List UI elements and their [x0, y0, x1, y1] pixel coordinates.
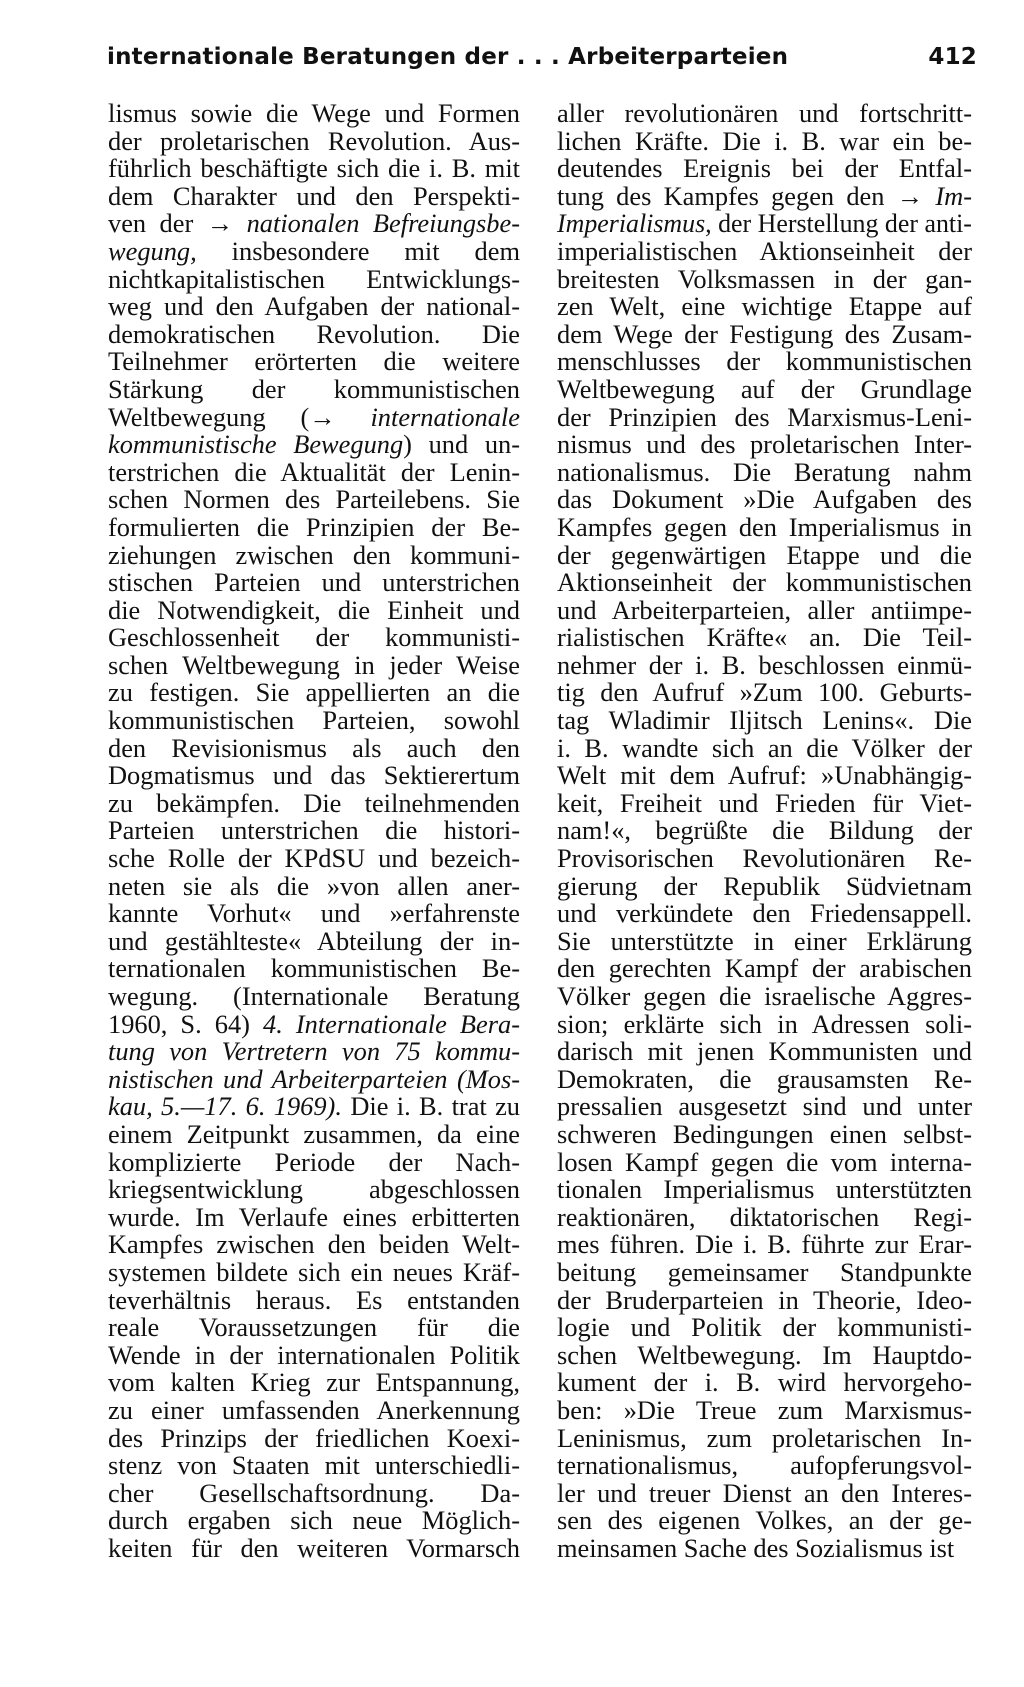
text-line	[108, 1063, 520, 1094]
text-line: formulierten die Prinzipien der Be-	[108, 511, 520, 542]
text-line: aller revolutionären und fortschritt-	[557, 98, 972, 128]
text-line: neten sie als die »von allen aner-	[108, 870, 520, 901]
text-line: menschlusses der kommunistischen	[557, 346, 972, 377]
section-heading: 4. Internationale Bera-	[263, 1008, 520, 1039]
text-line: i. B. wandte sich an die Völker der	[557, 732, 972, 763]
text-line: Kampfes gegen den Imperialismus in	[557, 511, 972, 542]
text-line: gierung der Republik Südvietnam	[557, 870, 972, 901]
text-line: zu bekämpfen. Die teilnehmenden	[108, 787, 520, 818]
text-line: nismus und des proletarischen Inter-	[557, 429, 972, 460]
text-run: tung des Kampfes gegen den	[557, 180, 885, 211]
text-run: der Herstellung der anti-	[718, 208, 972, 239]
text-line: beitung gemeinsamer Standpunkte	[557, 1256, 972, 1287]
text-line: nehmer der i. B. beschlossen einmü-	[557, 649, 972, 680]
left-column	[108, 100, 520, 1562]
text-line: sion; erklärte sich in Adressen soli-	[557, 1008, 972, 1039]
text-line: zu einer umfassenden Anerkennung	[108, 1394, 520, 1425]
text-line: darisch mit jenen Kommunisten und	[557, 1036, 972, 1067]
text-line	[108, 235, 520, 266]
text-line: wegung. (Internationale Beratung	[108, 981, 520, 1011]
text-line: weg und den Aufgaben der national-	[108, 291, 520, 322]
text-line	[557, 208, 972, 239]
text-line: Aktionseinheit der kommunistischen	[557, 567, 972, 598]
text-line: stenz von Staaten mit unterschiedli-	[108, 1450, 520, 1481]
cross-reference: nationalen Befreiungsbe-	[246, 208, 520, 239]
text-line: Teilnehmer erörterten die weitere	[108, 346, 520, 377]
text-line: ler und treuer Dienst an den Interes-	[557, 1477, 972, 1508]
text-line: cher Gesellschaftsordnung. Da-	[108, 1477, 520, 1508]
text-line: und verkündete den Friedensappell.	[557, 898, 972, 929]
text-line: rialistischen Kräfte« an. Die Teil-	[557, 622, 972, 653]
text-line: ziehungen zwischen den kommuni-	[108, 539, 520, 570]
text-line: der Prinzipien des Marxismus-Leni-	[557, 401, 972, 432]
text-line: imperialistischen Aktionseinheit der	[557, 235, 972, 266]
text-line: Kampfes zwischen den beiden Welt-	[108, 1229, 520, 1260]
text-line: meinsamen Sache des Sozialismus ist	[557, 1532, 955, 1563]
text-line: des Prinzips der friedlichen Koexi-	[108, 1422, 520, 1453]
cross-reference-arrow: →	[896, 180, 924, 211]
section-heading: nistischen und Arbeiterparteien (Mos-	[108, 1063, 520, 1094]
text-run: Die i. B. trat zu	[350, 1091, 521, 1122]
text-line: Leninismus, zum proletarischen In-	[557, 1422, 972, 1453]
text-line: der proletarischen Revolution. Aus-	[108, 125, 520, 156]
text-line: Parteien unterstrichen die histori-	[108, 815, 520, 846]
text-line: tig den Aufruf »Zum 100. Geburts-	[557, 677, 972, 708]
text-line: mes führen. Die i. B. führte zur Erar-	[557, 1229, 972, 1260]
text-line: Völker gegen die israelische Aggres-	[557, 981, 972, 1011]
text-line: der gegenwärtigen Etappe und die	[557, 539, 972, 570]
text-line: nationalismus. Die Beratung nahm	[557, 456, 972, 487]
text-line: zen Welt, eine wichtige Etappe auf	[557, 291, 972, 322]
text-run: insbesondere mit dem	[231, 235, 520, 266]
section-heading: kau, 5.—17. 6. 1969).	[108, 1091, 342, 1122]
text-line: terstrichen die Aktualität der Lenin-	[108, 456, 520, 487]
text-line: führlich beschäftigte sich die i. B. mit	[108, 153, 520, 184]
text-line: durch ergaben sich neue Möglich-	[108, 1505, 520, 1536]
text-line: dem Charakter und den Perspekti-	[108, 180, 520, 211]
text-line: ternationalismus, aufopferungsvol-	[557, 1450, 972, 1481]
text-line: kannte Vorhut« und »erfahrenste	[108, 898, 520, 929]
text-line: systemen bildete sich ein neues Kräf-	[108, 1256, 520, 1287]
text-line: deutendes Ereignis bei der Entfal-	[557, 153, 972, 184]
text-line	[108, 210, 520, 238]
text-line: pressalien ausgesetzt sind und unter	[557, 1091, 972, 1122]
text-line: Provisorischen Revolutionären Re-	[557, 843, 972, 874]
text-line: tionalen Imperialismus unterstützten	[557, 1174, 972, 1205]
text-line: das Dokument »Die Aufgaben des	[557, 484, 972, 515]
text-line	[108, 1093, 520, 1121]
text-line: reaktionären, diktatorischen Regi-	[557, 1201, 972, 1232]
text-line: den gerechten Kampf der arabischen	[557, 953, 972, 984]
text-line: sen des eigenen Volkes, an der ge-	[557, 1505, 972, 1536]
text-line: losen Kampf gegen die vom interna-	[557, 1146, 972, 1177]
text-line: teverhältnis heraus. Es entstanden	[108, 1284, 520, 1315]
text-line: ternationalen kommunistischen Be-	[108, 953, 520, 984]
text-line: sche Rolle der KPdSU und bezeich-	[108, 843, 520, 874]
text-line: wurde. Im Verlaufe eines erbitterten	[108, 1201, 520, 1232]
text-line: lichen Kräfte. Die i. B. war ein be-	[557, 125, 972, 156]
text-run: ) und un-	[403, 429, 520, 460]
text-line: Geschlossenheit der kommunisti-	[108, 622, 520, 653]
text-line: schen Weltbewegung in jeder Weise	[108, 649, 520, 680]
text-line: komplizierte Periode der Nach-	[108, 1146, 520, 1177]
text-line	[108, 1038, 520, 1066]
text-line: keit, Freiheit und Frieden für Viet-	[557, 787, 972, 818]
text-line: den Revisionismus als auch den	[108, 732, 520, 763]
text-line	[108, 401, 520, 432]
section-heading: tung von Vertretern von 75 kommu-	[108, 1036, 520, 1067]
cross-reference-arrow: (→	[300, 401, 336, 432]
text-line: und gestählteste« Abteilung der in-	[108, 925, 520, 956]
text-line: zu festigen. Sie appellierten an die	[108, 677, 520, 708]
text-line: stischen Parteien und unterstrichen	[108, 567, 520, 598]
text-line: tag Wladimir Iljitsch Lenins«. Die	[557, 705, 972, 736]
cross-reference: wegung,	[108, 235, 197, 266]
text-line: breitesten Volksmassen in der gan-	[557, 263, 972, 294]
text-line	[108, 1008, 520, 1039]
text-line: Weltbewegung auf der Grundlage	[557, 373, 972, 404]
text-line: Demokraten, die grausamsten Re-	[557, 1063, 972, 1094]
cross-reference-arrow: →	[206, 208, 234, 239]
text-line: schen Normen des Parteilebens. Sie	[108, 484, 520, 515]
running-head	[107, 44, 977, 80]
text-line: schen Weltbewegung. Im Hauptdo-	[557, 1339, 972, 1370]
text-line: logie und Politik der kommunisti-	[557, 1312, 972, 1343]
text-line: kriegsentwicklung abgeschlossen	[108, 1174, 520, 1205]
text-line: kument der i. B. wird hervorgeho-	[557, 1367, 972, 1398]
text-line	[557, 180, 972, 211]
running-head-title: internationale Beratungen der . . . Arbeiterparteien	[107, 44, 789, 70]
text-line: und Arbeiterparteien, aller antiimpe-	[557, 594, 972, 625]
text-line	[108, 431, 520, 459]
page-number: 412	[928, 44, 977, 70]
text-line: Dogmatismus und das Sektierertum	[108, 760, 520, 791]
text-run: 1960, S. 64)	[108, 1008, 250, 1039]
cross-reference: kommunistische Bewegung	[108, 429, 404, 460]
right-column	[557, 100, 972, 1562]
text-line: die Notwendigkeit, die Einheit und	[108, 594, 520, 625]
text-line: lismus sowie die Wege und Formen	[108, 98, 520, 128]
text-line: einem Zeitpunkt zusammen, da eine	[108, 1118, 520, 1149]
text-run: ven der	[108, 208, 194, 239]
text-line: Wende in der internationalen Politik	[108, 1339, 520, 1370]
text-line: der Bruderparteien in Theorie, Ideo-	[557, 1284, 972, 1315]
cross-reference: internationale	[370, 401, 520, 432]
text-line: nam!«, begrüßte die Bildung der	[557, 815, 972, 846]
text-line: demokratischen Revolution. Die	[108, 318, 520, 349]
text-line: ben: »Die Treue zum Marxismus-	[557, 1394, 972, 1425]
text-line: kommunistischen Parteien, sowohl	[108, 705, 520, 736]
cross-reference: Imperialismus,	[557, 208, 712, 239]
text-line: Stärkung der kommunistischen	[108, 373, 520, 404]
text-run: Weltbewegung	[108, 401, 266, 432]
text-line: Welt mit dem Aufruf: »Unabhängig-	[557, 760, 972, 791]
text-line: keiten für den weiteren Vormarsch	[108, 1532, 520, 1563]
cross-reference: Im-	[935, 180, 972, 211]
text-line: reale Voraussetzungen für die	[108, 1312, 520, 1343]
text-line: vom kalten Krieg zur Entspannung,	[108, 1367, 520, 1398]
text-line: nichtkapitalistischen Entwicklungs-	[108, 263, 520, 294]
text-line: Sie unterstützte in einer Erklärung	[557, 925, 972, 956]
text-line: dem Wege der Festigung des Zusam-	[557, 318, 972, 349]
text-line: schweren Bedingungen einen selbst-	[557, 1118, 972, 1149]
